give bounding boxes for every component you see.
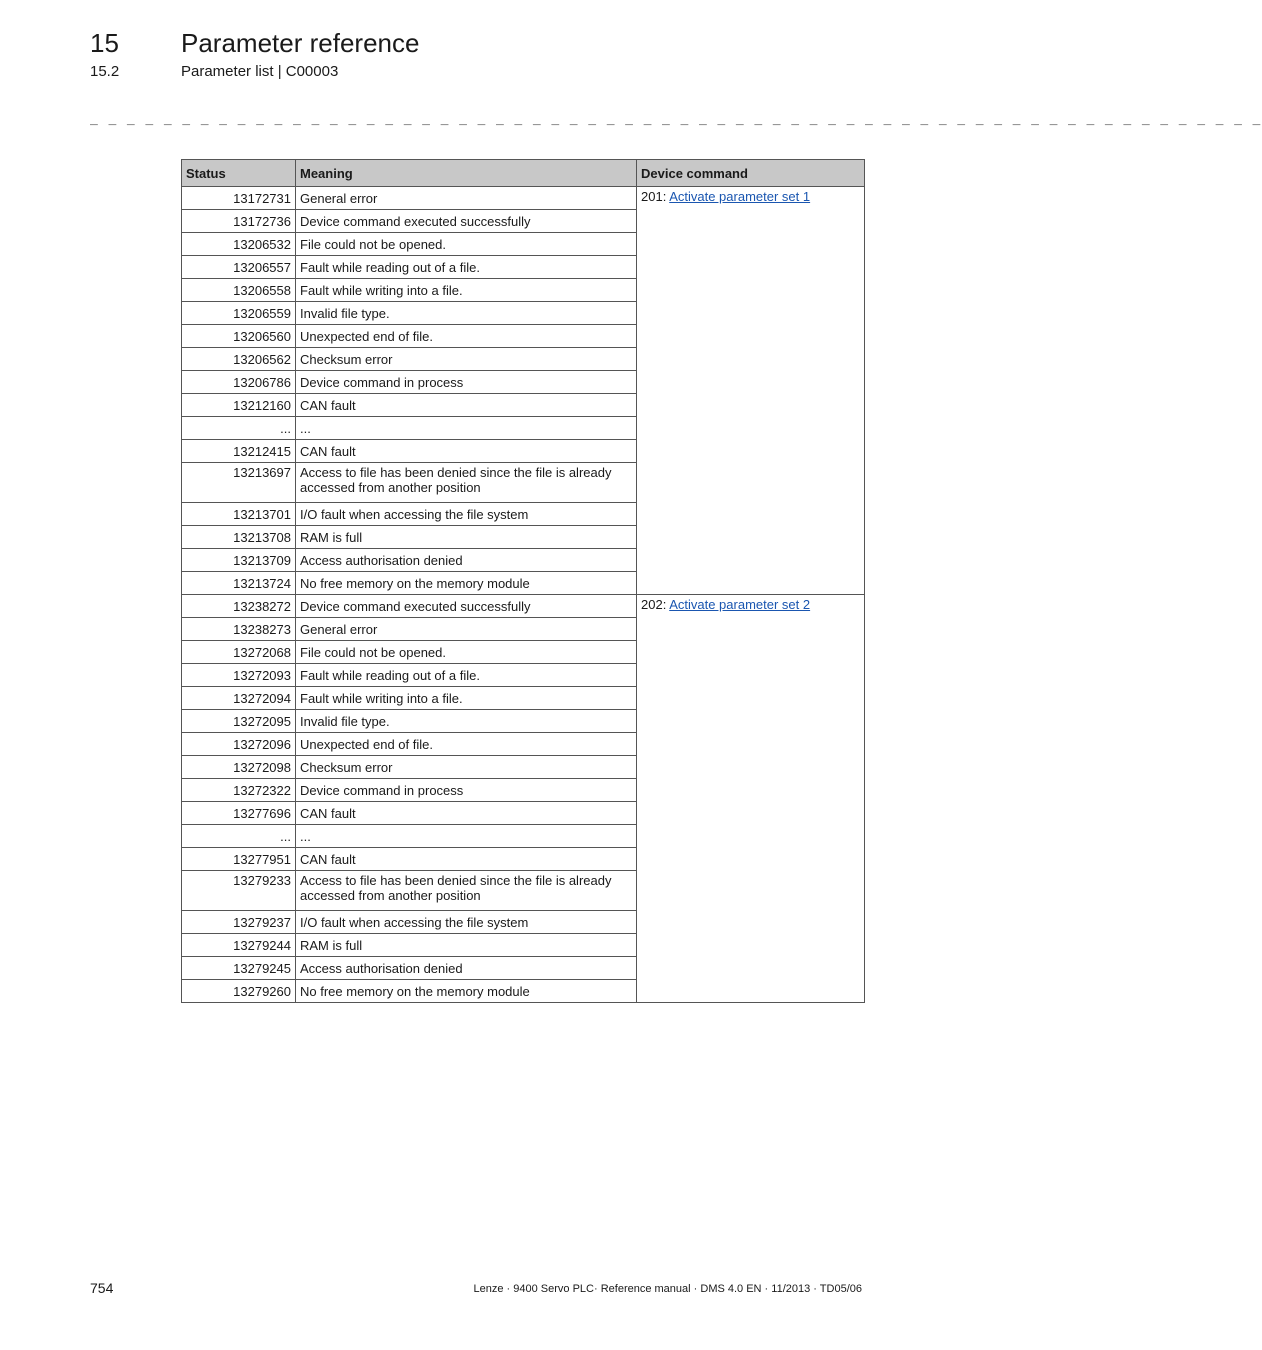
status-cell: 13206557 xyxy=(182,256,296,279)
header-meaning: Meaning xyxy=(296,160,637,187)
meaning-cell: Unexpected end of file. xyxy=(296,325,637,348)
table-row xyxy=(182,595,865,618)
status-cell: 13213709 xyxy=(182,549,296,572)
meaning-cell: Fault while writing into a file. xyxy=(296,279,637,302)
status-cell: 13213724 xyxy=(182,572,296,595)
table-header-row xyxy=(182,160,865,187)
meaning-cell: Access authorisation denied xyxy=(296,549,637,572)
status-cell: 13206786 xyxy=(182,371,296,394)
status-cell: 13279244 xyxy=(182,934,296,957)
status-cell: 13277696 xyxy=(182,802,296,825)
meaning-cell: CAN fault xyxy=(296,440,637,463)
status-cell: 13279260 xyxy=(182,980,296,1003)
meaning-cell: Access to file has been denied since the file is already accessed from another position xyxy=(296,463,637,503)
section-title: Parameter list | C00003 xyxy=(181,63,339,80)
status-cell: 13213697 xyxy=(182,463,296,503)
status-table xyxy=(181,159,865,1003)
status-cell: ... xyxy=(182,825,296,848)
status-cell: ... xyxy=(182,417,296,440)
meaning-cell: CAN fault xyxy=(296,848,637,871)
header-rule: _ _ _ _ _ _ _ _ _ _ _ _ _ _ _ _ _ _ _ _ _ _ _ _ _ _ _ _ _ _ _ _ _ _ _ _ _ _ _ _ _ _ _ _ _ _ _ _ _ _ _ _ _ _ _ _ _ _ _ _ _ _ _ _ xyxy=(90,111,1262,126)
meaning-cell: Checksum error xyxy=(296,756,637,779)
status-cell: 13206532 xyxy=(182,233,296,256)
status-cell: 13213701 xyxy=(182,503,296,526)
device-command-cell xyxy=(637,595,865,1003)
meaning-cell: RAM is full xyxy=(296,526,637,549)
meaning-cell: Device command executed successfully xyxy=(296,210,637,233)
meaning-cell: Fault while reading out of a file. xyxy=(296,664,637,687)
device-command-code: 201: xyxy=(641,189,670,204)
meaning-cell: Fault while writing into a file. xyxy=(296,687,637,710)
status-cell: 13272068 xyxy=(182,641,296,664)
meaning-cell: Invalid file type. xyxy=(296,302,637,325)
page-number: 754 xyxy=(90,1280,114,1296)
status-cell: 13277951 xyxy=(182,848,296,871)
status-cell: 13206562 xyxy=(182,348,296,371)
status-cell: 13272322 xyxy=(182,779,296,802)
meaning-cell: CAN fault xyxy=(296,802,637,825)
meaning-cell: General error xyxy=(296,187,637,210)
status-cell: 13272095 xyxy=(182,710,296,733)
meaning-cell: ... xyxy=(296,417,637,440)
meaning-cell: General error xyxy=(296,618,637,641)
status-cell: 13272094 xyxy=(182,687,296,710)
status-cell: 13172736 xyxy=(182,210,296,233)
status-cell: 13213708 xyxy=(182,526,296,549)
meaning-cell: I/O fault when accessing the file system xyxy=(296,503,637,526)
chapter-title: Parameter reference xyxy=(181,28,420,58)
meaning-cell: Checksum error xyxy=(296,348,637,371)
header-status: Status xyxy=(182,160,296,187)
meaning-cell: Invalid file type. xyxy=(296,710,637,733)
footer-text: Lenze · 9400 Servo PLC· Reference manual · DMS 4.0 EN · 11/2013 · TD05/06 xyxy=(473,1283,862,1295)
meaning-cell: CAN fault xyxy=(296,394,637,417)
meaning-cell: I/O fault when accessing the file system xyxy=(296,911,637,934)
status-cell: 13238273 xyxy=(182,618,296,641)
table-row xyxy=(182,187,865,210)
meaning-cell: Access to file has been denied since the file is already accessed from another position xyxy=(296,871,637,911)
meaning-cell: No free memory on the memory module xyxy=(296,572,637,595)
meaning-cell: ... xyxy=(296,825,637,848)
status-cell: 13206560 xyxy=(182,325,296,348)
status-cell: 13279233 xyxy=(182,871,296,911)
status-cell: 13238272 xyxy=(182,595,296,618)
meaning-cell: RAM is full xyxy=(296,934,637,957)
device-command-link[interactable]: Activate parameter set 1 xyxy=(669,189,811,204)
meaning-cell: File could not be opened. xyxy=(296,641,637,664)
meaning-cell: No free memory on the memory module xyxy=(296,980,637,1003)
meaning-cell: Access authorisation denied xyxy=(296,957,637,980)
device-command-link[interactable]: Activate parameter set 2 xyxy=(669,597,811,612)
meaning-cell: Unexpected end of file. xyxy=(296,733,637,756)
meaning-cell: Fault while reading out of a file. xyxy=(296,256,637,279)
meaning-cell: Device command in process xyxy=(296,371,637,394)
status-cell: 13172731 xyxy=(182,187,296,210)
table-body xyxy=(182,187,865,1003)
header-device-command: Device command xyxy=(637,160,865,187)
device-command-cell xyxy=(637,187,865,595)
meaning-cell: Device command executed successfully xyxy=(296,595,637,618)
status-cell: 13272096 xyxy=(182,733,296,756)
device-command-code: 202: xyxy=(641,597,670,612)
status-cell: 13272098 xyxy=(182,756,296,779)
status-cell: 13206559 xyxy=(182,302,296,325)
meaning-cell: Device command in process xyxy=(296,779,637,802)
status-cell: 13272093 xyxy=(182,664,296,687)
status-cell: 13279245 xyxy=(182,957,296,980)
status-cell: 13279237 xyxy=(182,911,296,934)
status-cell: 13212160 xyxy=(182,394,296,417)
status-cell: 13212415 xyxy=(182,440,296,463)
section-number: 15.2 xyxy=(90,63,120,80)
status-cell: 13206558 xyxy=(182,279,296,302)
meaning-cell: File could not be opened. xyxy=(296,233,637,256)
chapter-number: 15 xyxy=(90,28,119,58)
